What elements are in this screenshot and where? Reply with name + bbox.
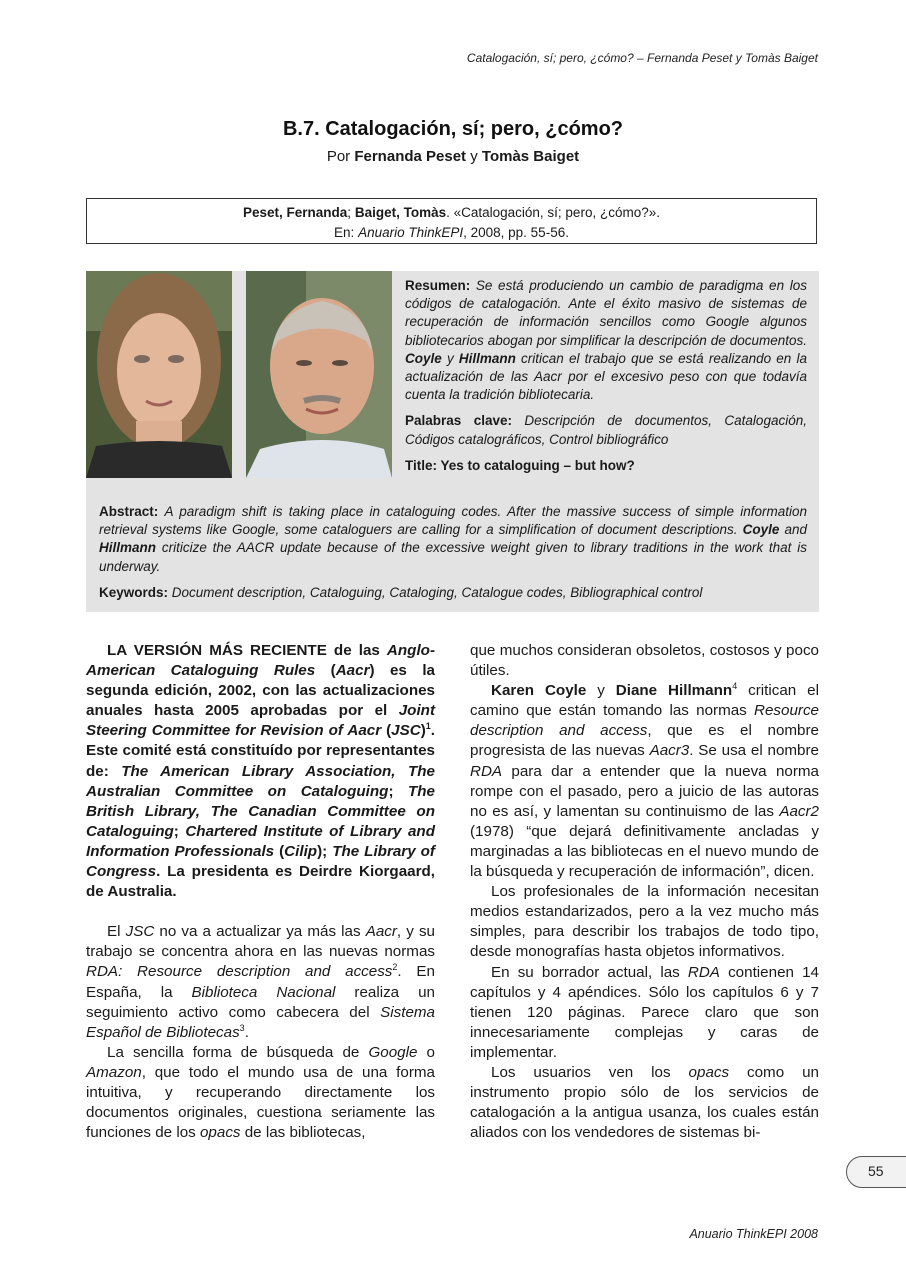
lead-aacr-abbr: Aacr (335, 662, 370, 680)
resumen-paragraph (405, 277, 807, 404)
citation-title: . «Catalogación, sí; pero, ¿cómo?». (446, 205, 660, 220)
abstract-and: and (784, 522, 807, 538)
lead-text: ; (173, 822, 186, 840)
text: RDA (470, 762, 503, 780)
lead-text: . Este comité está constituído por representantes de: (86, 722, 435, 780)
text: (1978) “que dejará definitivamente ancladas y marginadas a las bibliotecas en el nuevo mundo de la búsqueda y recuperación de información”, dicen. (470, 822, 819, 881)
english-title: Title: Yes to cataloguing – but how? (405, 457, 635, 473)
body-paragraph (86, 922, 435, 1043)
lead-org-4: The Library of Congress (86, 842, 435, 881)
body-column-right (470, 641, 819, 1143)
text: RDA: Resource description and access (86, 963, 393, 981)
text: Sistema Español de Bibliotecas (86, 1003, 435, 1041)
text: Los usuarios ven los (491, 1063, 689, 1081)
body-paragraph: Los profesionales de la información necesitan medios estandarizados, pero a la vez mucho más simples, para describir los trabajos de todo tipo, desde monografías hasta objetos informativos. (470, 883, 819, 961)
author-photo-baiget (246, 271, 392, 478)
text: JSC (125, 923, 155, 941)
text: Aacr2 (779, 802, 819, 820)
text: realiza un seguimiento activo como cabecera del (86, 983, 435, 1021)
text: Resource description and access (470, 702, 819, 740)
lead-org-2: The British Library, The Canadian Committee on Cataloguing (86, 782, 435, 840)
resumen-y: y (446, 350, 454, 366)
footnote-ref-2: 2 (392, 962, 398, 973)
lead-text: ); (317, 842, 333, 860)
lead-text: ( (381, 722, 392, 740)
citation-journal: Anuario ThinkEPI (358, 225, 464, 240)
lead-jsc-abbr: JSC (391, 722, 421, 740)
lead-text: ) (420, 722, 426, 740)
body-paragraph (470, 681, 819, 882)
text: critican el camino que están tomando las normas (470, 682, 819, 720)
resumen-coyle: Coyle (405, 350, 442, 366)
palabras-clave-paragraph (405, 412, 807, 448)
abstract-label: Abstract: (99, 504, 159, 519)
lead-text: ; (388, 782, 408, 800)
lead-jsc-name: Joint Steering Committee for Revision of Aacr (86, 702, 435, 740)
abstract-coyle: Coyle (742, 522, 780, 538)
citation-box (86, 198, 817, 244)
citation-line-2 (87, 223, 816, 243)
text: no va a actualizar ya más las (154, 923, 366, 941)
lead-paragraph (86, 641, 435, 902)
palabras-clave-label: Palabras clave: (405, 413, 512, 429)
footnote-ref-4: 4 (732, 681, 738, 692)
keywords-paragraph (99, 584, 807, 602)
text: contienen 14 capítulos y 4 apéndices. Sólo los capítulos 6 y 7 tienen 120 páginas. Parece claro que son innecesariamente complejas y caras de implementar. (470, 963, 819, 1061)
lead-text: ) es la segunda edición, 2002, con las actualizaciones anuales hasta 2005 aprobadas por el (86, 662, 435, 720)
text: como un instrumento propio sólo de los servicios de catalogación a la antigua usanza, los cuales están aliados con los vendedores de sistemas bi- (470, 1063, 819, 1142)
english-summary (99, 503, 807, 610)
page-footer: Anuario ThinkEPI 2008 (689, 1227, 818, 1241)
abstract-paragraph (99, 503, 807, 576)
text: Google (368, 1043, 418, 1061)
body-paragraph: que muchos consideran obsoletos, costosos y poco útiles. (470, 642, 819, 680)
abstract-hillmann: Hillmann (99, 540, 157, 556)
lead-org-1: The American Library Association, The Australian Committee on Cataloguing (86, 762, 435, 800)
body-column-left (86, 641, 435, 1143)
article-title: B.7. Catalogación, sí; pero, ¿cómo? (282, 118, 624, 140)
text: RDA (687, 963, 720, 981)
footnote-ref-1: 1 (425, 721, 431, 732)
citation-separator: ; (347, 205, 352, 220)
text: La sencilla forma de búsqueda de (107, 1043, 369, 1061)
lead-text: ( (274, 842, 285, 860)
body-paragraph (86, 1043, 435, 1143)
page-number: 55 (868, 1163, 884, 1179)
body-paragraph (470, 1063, 819, 1143)
text: para dar a entender que la nueva norma rompe con el pasado, pero a juicio de las autoras no es así, y lamentan su continuismo de las (470, 762, 819, 820)
text: , que es el nombre progresista de las nuevas (470, 722, 820, 760)
lead-cilip: Cilip (284, 842, 318, 860)
citation-line-1 (87, 203, 816, 223)
citation-en: En: (334, 225, 355, 240)
text: opacs (199, 1124, 241, 1142)
lead-aacr-name: Anglo-American Cataloguing Rules (86, 642, 435, 680)
lead-text: LA VERSIÓN MÁS RECIENTE de las (107, 642, 387, 659)
author-photo-peset (86, 271, 232, 478)
text: Karen Coyle (491, 682, 587, 700)
text: El (107, 923, 126, 941)
text: opacs (688, 1063, 730, 1081)
text: . En España, la (86, 963, 435, 1001)
text: En su borrador actual, las (491, 963, 688, 981)
text: Biblioteca Nacional (191, 983, 336, 1001)
byline-por: Por (326, 148, 351, 165)
resumen-text-2: critican el trabajo que se está realizando en la actualización de las Aacr por el excesivo peso con que todavía cuenta la tradición bibliotecaria. (405, 350, 807, 403)
byline-author-2: Tomàs Baiget (481, 148, 580, 165)
text: y (586, 682, 616, 700)
keywords-label: Keywords: (99, 584, 169, 600)
text: de las bibliotecas, (240, 1124, 366, 1142)
lead-org-3: Chartered Institute of Library and Information Professionals (86, 822, 435, 860)
footnote-ref-3: 3 (239, 1022, 245, 1033)
body-paragraph (470, 963, 819, 1063)
spanish-summary (405, 277, 807, 483)
resumen-label: Resumen: (405, 278, 471, 293)
text: Amazon (86, 1063, 142, 1081)
citation-author-2: Baiget, Tomàs (354, 205, 447, 220)
abstract-text-1: A paradigm shift is taking place in cataloguing codes. After the massive success of simple information retrieval systems like Google, some cataloguers are calling for a simplification of document descriptions. (99, 504, 807, 538)
abstract-text-2: criticize the AACR update because of the excessive weight given to library traditions in the work that is underway. (99, 540, 807, 574)
lead-text: . La presidenta es Deirdre Kiorgaard, de Australia. (86, 863, 435, 901)
citation-author-1: Peset, Fernanda (243, 205, 348, 220)
text: Aacr (365, 923, 397, 941)
text: Diane Hillmann (615, 682, 733, 700)
keywords-text: Document description, Cataloguing, Cataloging, Catalogue codes, Bibliographical control (171, 584, 703, 600)
text: . (244, 1023, 249, 1041)
running-header: Catalogación, sí; pero, ¿cómo? – Fernanda Peset y Tomàs Baiget (466, 51, 818, 65)
byline-author-1: Fernanda Peset (354, 148, 467, 165)
text: , que todo el mundo usa de una forma intuitiva, y recuperando directamente los documentos originales, cuestiona seriamente las funciones de los (86, 1063, 435, 1142)
resumen-text-1: Se está produciendo un cambio de paradigma en los códigos de catalogación. Ante el éxito masivo de sistemas de recuperación de información sencillos como Google algunos bibliotecarios abogan por simplificar la descripción de documentos. (405, 278, 807, 348)
citation-pages: , 2008, pp. 55-56. (463, 225, 569, 240)
text: . Se usa el nombre (689, 742, 819, 760)
byline-and: y (470, 148, 478, 165)
byline (0, 148, 906, 165)
lead-text: ( (315, 662, 336, 680)
text: Aacr3 (649, 742, 690, 760)
text: o (417, 1043, 435, 1061)
palabras-clave-text: Descripción de documentos, Catalogación, Códigos catalográficos, Control bibliográfico (405, 413, 807, 447)
resumen-hillmann: Hillmann (458, 350, 516, 366)
text: , y su trabajo se concentra ahora en las nuevas normas (86, 923, 435, 961)
